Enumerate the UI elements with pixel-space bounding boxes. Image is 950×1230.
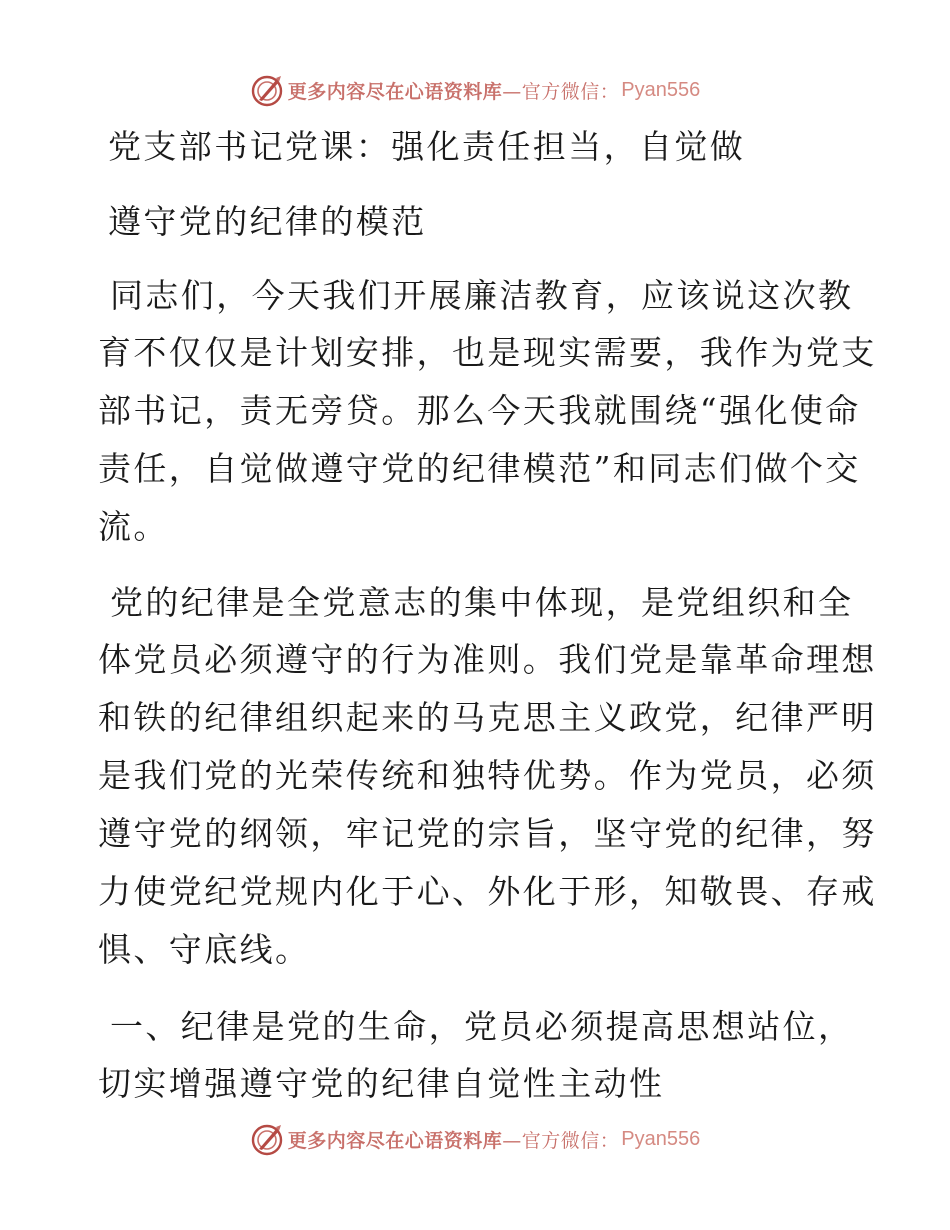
document-title-line-1: 党支部书记党课：强化责任担当，自觉做: [108, 127, 746, 166]
paragraph-2-line-4: 是我们党的光荣传统和独特优势。作为党员，必须: [98, 756, 877, 795]
quill-logo-icon: [250, 73, 284, 107]
paragraph-1-line-1: 同志们，今天我们开展廉洁教育，应该说这次教: [110, 276, 854, 315]
paragraph-2-line-5: 遵守党的纲领，牢记党的宗旨，坚守党的纪律，努: [98, 814, 877, 853]
footer-banner: [0, 1119, 950, 1159]
section-heading-line-2: 切实增强遵守党的纪律自觉性主动性: [98, 1064, 665, 1103]
paragraph-1-line-3: 部书记，责无旁贷。那么今天我就围绕“强化使命: [98, 391, 861, 430]
quill-logo-icon: [250, 1122, 284, 1156]
footer-banner-tail: —官方微信：: [502, 1129, 620, 1152]
section-heading-line-1: 一、纪律是党的生命，党员必须提高思想站位，: [110, 1007, 854, 1046]
header-banner-id: Pyan556: [621, 78, 701, 101]
paragraph-2-line-7: 惧、守底线。: [98, 930, 311, 969]
paragraph-2-line-3: 和铁的纪律组织起来的马克思主义政党，纪律严明: [98, 698, 877, 737]
document-title-line-2: 遵守党的纪律的模范: [108, 202, 427, 241]
paragraph-2-line-2: 体党员必须遵守的行为准则。我们党是靠革命理想: [98, 640, 877, 679]
footer-banner-text: 更多内容尽在心语资料库: [287, 1129, 503, 1152]
header-banner-tail: —官方微信：: [502, 80, 620, 103]
footer-banner-id: Pyan556: [621, 1127, 701, 1150]
header-banner: [0, 70, 950, 110]
paragraph-1-line-4: 责任，自觉做遵守党的纪律模范”和同志们做个交: [98, 449, 861, 488]
header-banner-text: 更多内容尽在心语资料库: [287, 80, 503, 103]
paragraph-2-line-1: 党的纪律是全党意志的集中体现，是党组织和全: [110, 583, 854, 622]
paragraph-2-line-6: 力使党纪党规内化于心、外化于形，知敬畏、存戒: [98, 872, 877, 911]
paragraph-1-line-5: 流。: [98, 507, 169, 546]
paragraph-1-line-2: 育不仅仅是计划安排，也是现实需要，我作为党支: [98, 333, 877, 372]
